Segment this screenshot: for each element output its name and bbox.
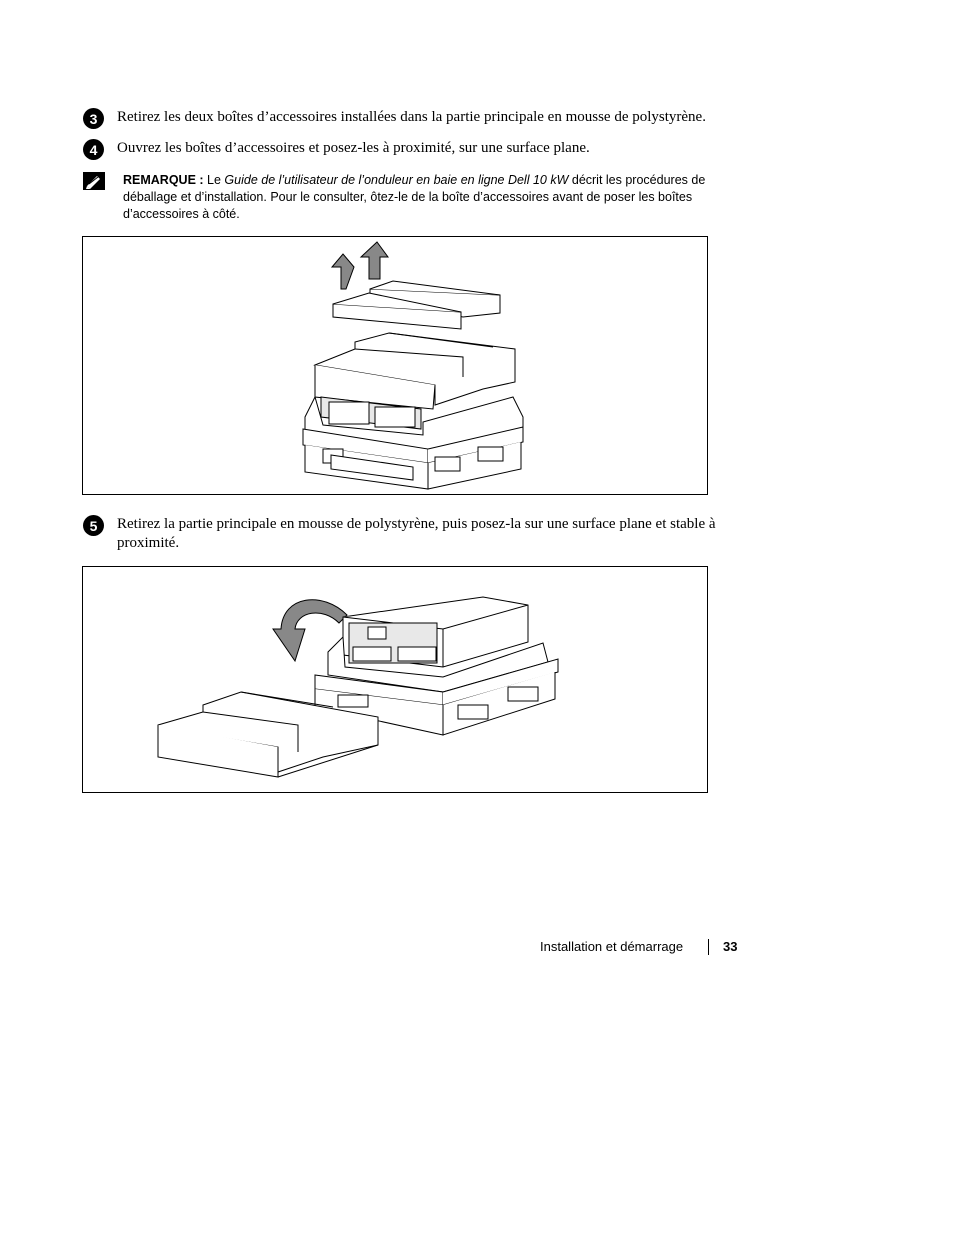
page-number: 33 <box>723 939 738 954</box>
figure-remove-main-foam <box>82 566 708 793</box>
step-text: Retirez les deux boîtes d’accessoires installées dans la partie principale en mousse de polystyrène. <box>117 109 706 125</box>
arrow-up-icon <box>361 242 388 279</box>
step-3 <box>83 108 757 129</box>
figure-remove-accessory-boxes <box>82 236 708 495</box>
step-text: Ouvrez les boîtes d’accessoires et posez-les à proximité, sur une surface plane. <box>117 140 590 156</box>
note-guide-title: Guide de l’utilisateur de l’onduleur en baie en ligne Dell 10 kW <box>224 173 569 187</box>
footer-divider <box>708 939 709 955</box>
note-text <box>123 172 723 223</box>
footer-section-title: Installation et démarrage <box>540 939 684 954</box>
note-block <box>83 172 723 223</box>
step-number-badge: 4 <box>83 139 104 160</box>
step-text: Retirez la partie principale en mousse de polystyrène, puis posez-la sur une surface plane et stable à proximité. <box>117 516 716 551</box>
step-4 <box>83 139 757 160</box>
step-5 <box>83 515 757 553</box>
note-label: REMARQUE : <box>123 173 204 187</box>
arrow-up-icon <box>332 254 354 289</box>
step-number-badge: 3 <box>83 108 104 129</box>
note-rest: décrit les procédures de déballage et d’installation. Pour le consulter, ôtez-le de la boîte d’accessoires avant de poser les boîtes d’accessoires à côté. <box>123 173 706 221</box>
illustration-main-foam <box>83 567 707 792</box>
step-number-badge: 5 <box>83 515 104 536</box>
illustration-accessory-boxes <box>83 237 707 494</box>
note-prefix: Le <box>203 173 225 187</box>
pencil-note-icon <box>83 172 105 190</box>
